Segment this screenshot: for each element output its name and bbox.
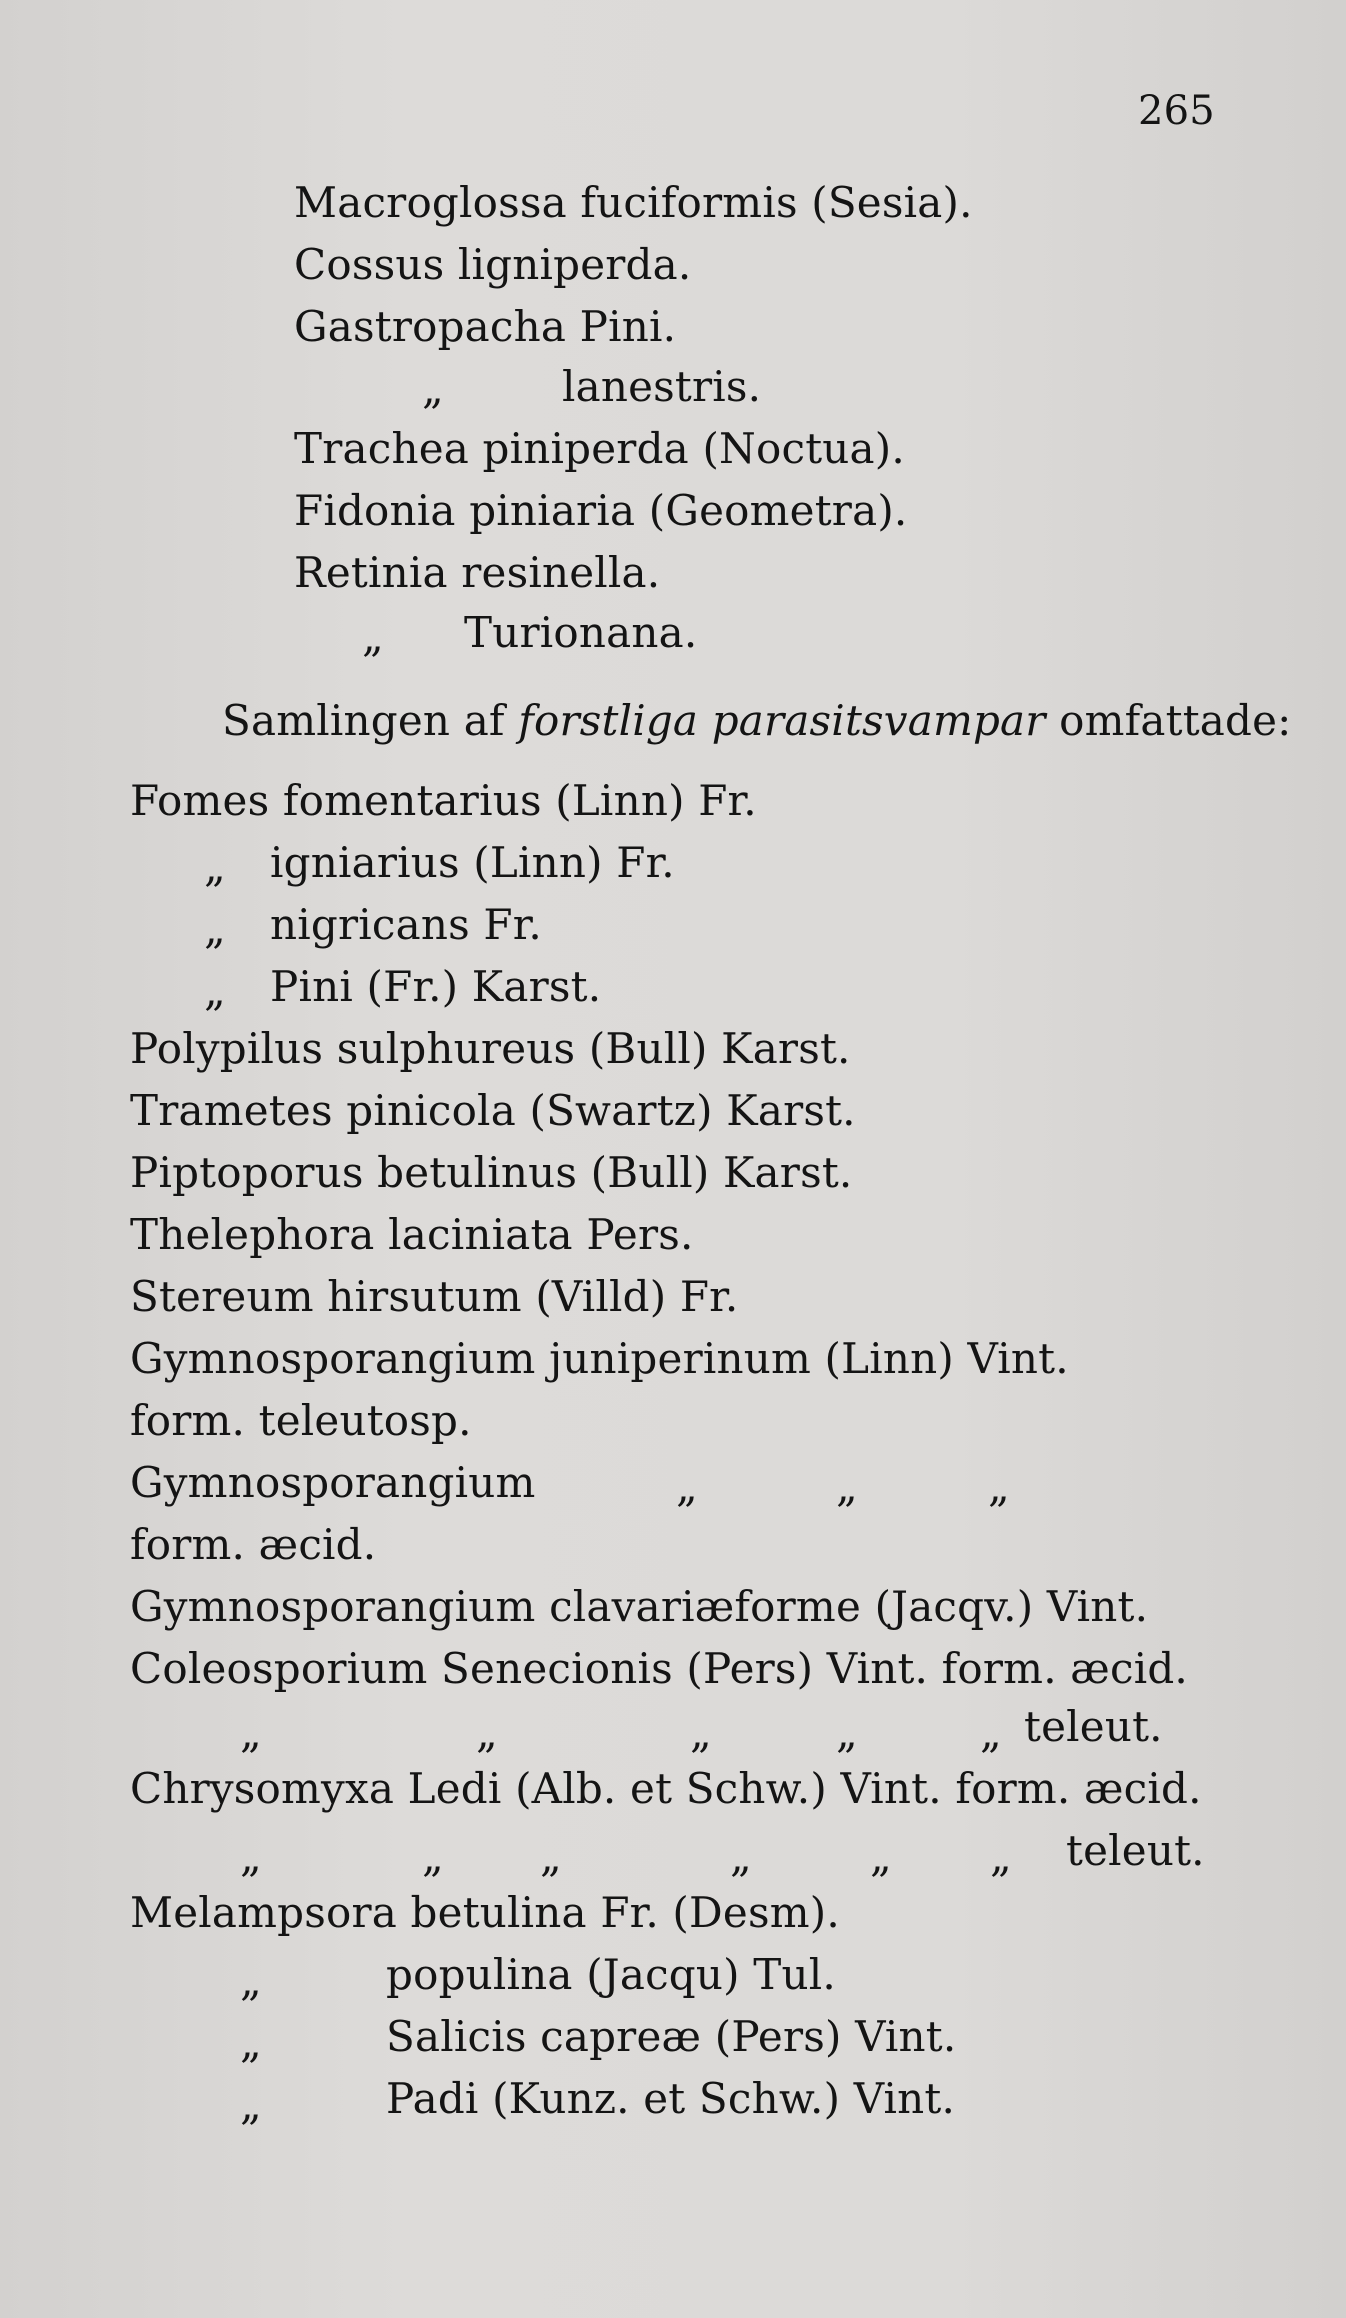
insect-fidonia: Fidonia piniaria (Geometra). <box>294 486 908 535</box>
ditto-mark: „ <box>836 1708 858 1757</box>
ditto-mark: „ <box>422 1832 444 1881</box>
ditto-mark: „ <box>204 904 226 953</box>
ditto-mark: „ <box>422 364 444 413</box>
form-aecid: form. æcid. <box>130 1520 377 1569</box>
heading-before: Samlingen af <box>222 696 519 745</box>
ditto-mark: „ <box>730 1832 752 1881</box>
ditto-mark: „ <box>204 842 226 891</box>
fungus-trametes: Trametes pinicola (Swartz) Karst. <box>130 1086 856 1135</box>
insect-lanestris: lanestris. <box>562 362 762 411</box>
fungus-gymno-repeat: Gymnosporangium <box>130 1458 536 1507</box>
fungus-melampsora-salicis: Salicis capreæ (Pers) Vint. <box>386 2012 957 2061</box>
fungus-piptoporus: Piptoporus betulinus (Bull) Karst. <box>130 1148 853 1197</box>
fungus-melampsora-populina: populina (Jacqu) Tul. <box>386 1950 836 1999</box>
ditto-mark: „ <box>476 1708 498 1757</box>
ditto-mark: „ <box>204 966 226 1015</box>
insect-macroglossa: Macroglossa fuciformis (Sesia). <box>294 178 973 227</box>
insect-turionana: Turionana. <box>464 608 698 657</box>
insect-cossus: Cossus ligniperda. <box>294 240 692 289</box>
chrysomyxa-teleut: teleut. <box>1066 1826 1205 1875</box>
ditto-mark: „ <box>836 1462 858 1511</box>
fungus-coleosporium: Coleosporium Senecionis (Pers) Vint. form. æcid. <box>130 1644 1188 1693</box>
fungus-gymno-clavariaeforme: Gymnosporangium clavariæforme (Jacqv.) Vint. <box>130 1582 1149 1631</box>
ditto-mark: „ <box>540 1832 562 1881</box>
fungus-polypilus: Polypilus sulphureus (Bull) Karst. <box>130 1024 851 1073</box>
fungus-fomes-pini: Pini (Fr.) Karst. <box>270 962 602 1011</box>
fungus-fomes-fomentarius: Fomes fomentarius (Linn) Fr. <box>130 776 757 825</box>
fungus-gymno-juniperinum: Gymnosporangium juniperinum (Linn) Vint. <box>130 1334 1069 1383</box>
ditto-mark: „ <box>980 1708 1002 1757</box>
fungus-stereum: Stereum hirsutum (Villd) Fr. <box>130 1272 739 1321</box>
form-teleutosp: form. teleutosp. <box>130 1396 472 1445</box>
heading-after: omfattade: <box>1045 696 1292 745</box>
ditto-mark: „ <box>240 2080 262 2129</box>
ditto-mark: „ <box>240 1956 262 2005</box>
ditto-mark: „ <box>676 1462 698 1511</box>
fungus-fomes-igniarius: igniarius (Linn) Fr. <box>270 838 675 887</box>
fungus-fomes-nigricans: nigricans Fr. <box>270 900 542 949</box>
insect-gastropacha: Gastropacha Pini. <box>294 302 677 351</box>
insect-retinia: Retinia resinella. <box>294 548 661 597</box>
ditto-mark: „ <box>990 1832 1012 1881</box>
page-number: 265 <box>1138 88 1215 134</box>
ditto-mark: „ <box>362 612 384 661</box>
fungus-chrysomyxa: Chrysomyxa Ledi (Alb. et Schw.) Vint. form. æcid. <box>130 1764 1202 1813</box>
coleosporium-teleut: teleut. <box>1024 1702 1163 1751</box>
ditto-mark: „ <box>870 1832 892 1881</box>
fungus-melampsora: Melampsora betulina Fr. (Desm). <box>130 1888 840 1937</box>
fungus-melampsora-padi: Padi (Kunz. et Schw.) Vint. <box>386 2074 956 2123</box>
ditto-mark: „ <box>240 2018 262 2067</box>
heading-italic: forstliga parasitsvampar <box>518 696 1046 745</box>
ditto-mark: „ <box>240 1832 262 1881</box>
ditto-mark: „ <box>690 1708 712 1757</box>
fungus-thelephora: Thelephora laciniata Pers. <box>130 1210 694 1259</box>
ditto-mark: „ <box>240 1708 262 1757</box>
insect-trachea: Trachea piniperda (Noctua). <box>294 424 905 473</box>
section-heading <box>222 696 1292 746</box>
ditto-mark: „ <box>988 1462 1010 1511</box>
